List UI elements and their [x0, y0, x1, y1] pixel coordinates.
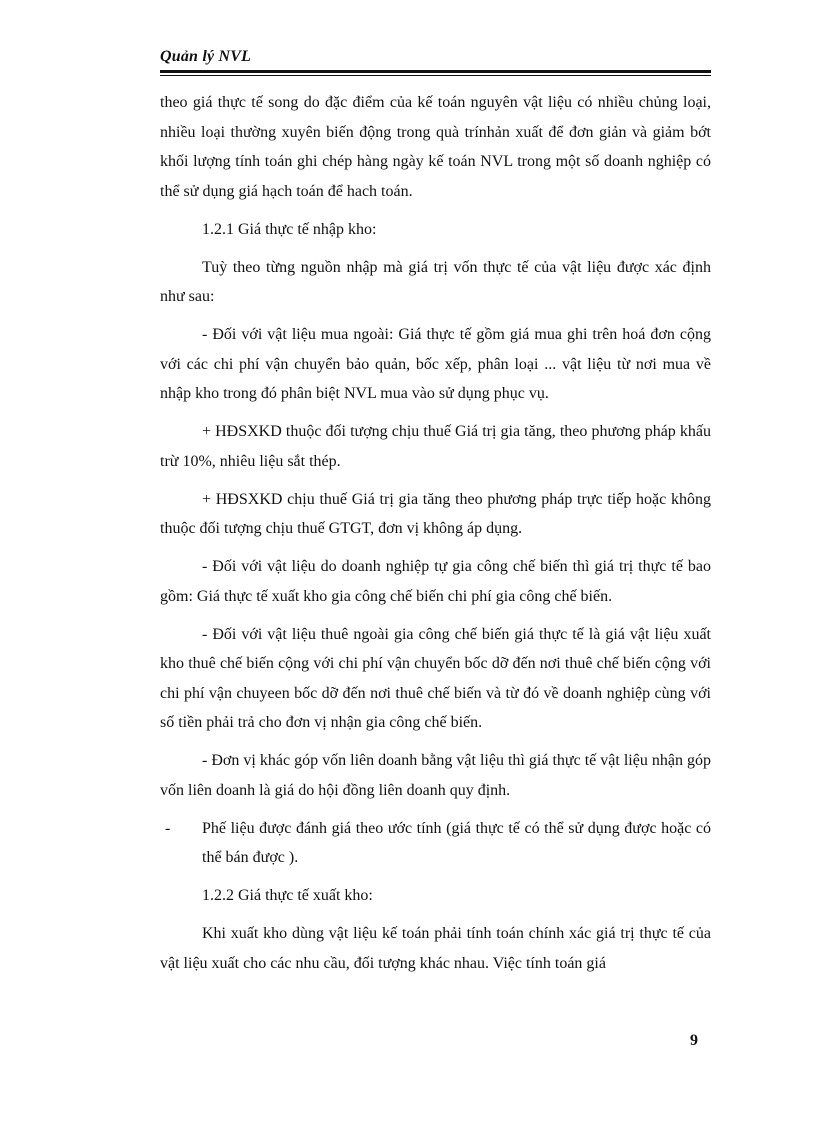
page-header [160, 48, 711, 66]
paragraph: Tuỳ theo từng nguồn nhập mà giá trị vốn thực tế của vật liệu được xác định như sau: [160, 258, 711, 305]
body-text [160, 88, 711, 978]
bullet-text: Phế liệu được đánh giá theo ước tính (giá thực tế có thể sử dụng được hoặc có thể bán được ). [202, 819, 711, 866]
bullet-dash: - [165, 819, 171, 837]
section-heading: 1.2.1 Giá thực tế nhập kho: [202, 220, 377, 238]
paragraph: - Đối với vật liệu do doanh nghiệp tự gia công chế biến thì giá trị thực tế bao gồm: Giá thực tế xuất kho gia công chế biến chi phí gia công chế biến. [160, 558, 711, 605]
paragraph: + HĐSXKD thuộc đối tượng chịu thuế Giá trị gia tăng, theo phương pháp khấu trừ 10%, nhiêu liệu sắt thép. [160, 423, 711, 470]
page-number: 9 [690, 1032, 698, 1049]
paragraph: Khi xuất kho dùng vật liệu kế toán phải tính toán chính xác giá trị thực tế của vật liệu xuất cho các nhu cầu, đối tượng khác nhau. Việc tính toán giá [160, 925, 711, 972]
header-rule-thin [160, 75, 711, 76]
paragraph: + HĐSXKD chịu thuế Giá trị gia tăng theo phương pháp trực tiếp hoặc không thuộc đối tượng chịu thuế GTGT, đơn vị không áp dụng. [160, 490, 711, 537]
bullet-item [160, 814, 711, 873]
section-heading: 1.2.2 Giá thực tế xuất kho: [202, 887, 373, 904]
header-rule-thick [160, 70, 711, 73]
header-title: Quản lý NVL [160, 48, 252, 65]
paragraph: - Đơn vị khác góp vốn liên doanh bằng vật liệu thì giá thực tế vật liệu nhận góp vốn liên doanh là giá do hội đồng liên doanh quy định. [160, 752, 711, 799]
paragraph: - Đối với vật liệu mua ngoài: Giá thực tế gồm giá mua ghi trên hoá đơn cộng với các chi phí vận chuyển bảo quản, bốc xếp, phân loại ... vật liệu từ nơi mua về nhập kho trong đó phân biệt NVL mua vào sử dụng phục vụ. [160, 326, 711, 402]
paragraph: theo giá thực tế song do đặc điểm của kế toán nguyên vật liệu có nhiều chủng loại, nhiều loại thường xuyên biến động trong quà trínhản xuất để đơn giản và giảm bớt khối lượng tính toán ghi chép hàng ngày kế toán NVL trong một số doanh nghiệp có thể sử dụng giá hạch toán để hach toán. [160, 94, 711, 200]
paragraph: - Đối với vật liệu thuê ngoài gia công chế biến giá thực tế là giá vật liệu xuất kho thuê chế biến cộng với chi phí vận chuyển bốc dỡ đến nơi thuê chế biến cộng với chi phí vận chuyeen bốc dỡ đến nơi thuê chế biến và từ đó về doanh nghiệp cùng với số tiền phải trả cho đơn vị nhận gia công chế biến. [160, 625, 711, 731]
